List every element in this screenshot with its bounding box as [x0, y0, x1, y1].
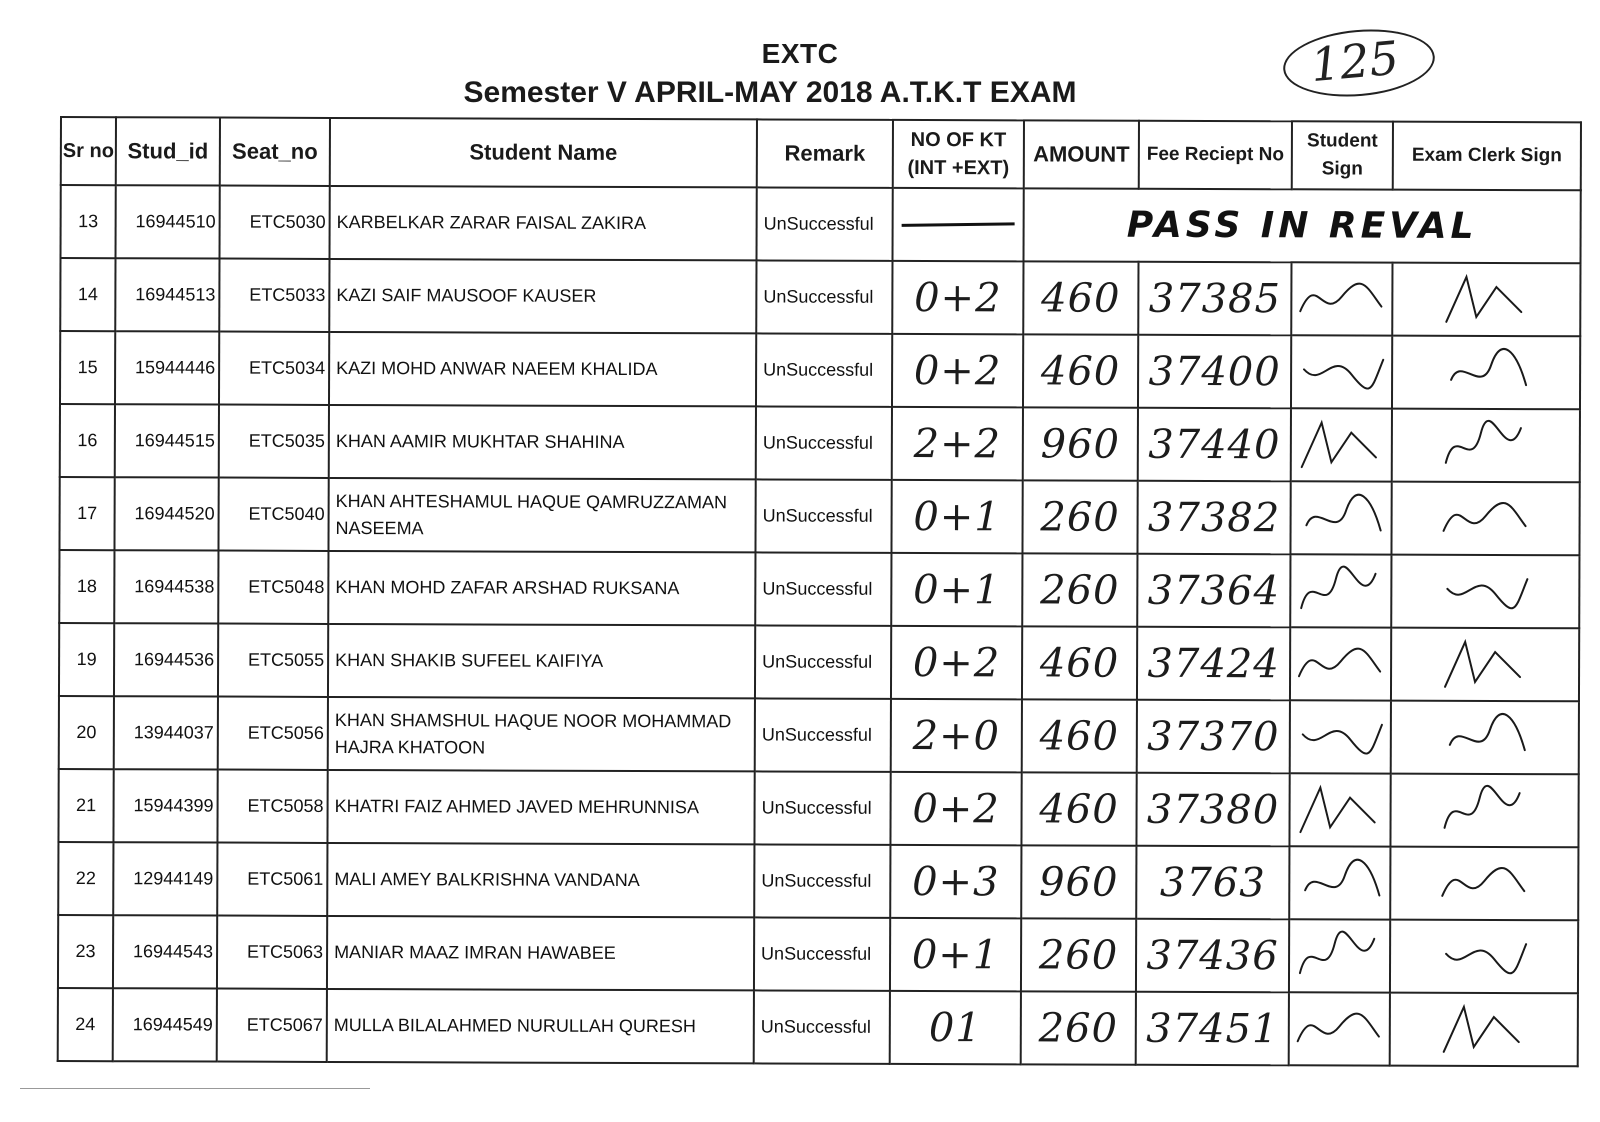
- atkt-fee-table: [57, 116, 1582, 1067]
- clerk-signature-image: [1393, 412, 1579, 479]
- stud-id-cell: 16944549: [113, 988, 217, 1061]
- table-row: [58, 842, 1578, 920]
- sr-cell: 16: [60, 404, 115, 477]
- clerk-signature-image: [1391, 850, 1577, 917]
- handwritten-amount: 960: [1039, 858, 1119, 906]
- col-header-student-name: Student Name: [330, 118, 757, 187]
- seat-no-cell: ETC5056: [218, 697, 328, 770]
- signature-stroke: [1451, 348, 1526, 384]
- kt-cell: [892, 188, 1023, 261]
- signature-stroke: [1302, 422, 1376, 467]
- sr-cell: 23: [58, 915, 113, 988]
- clerk-signature-image: [1391, 923, 1577, 990]
- fee-cell: [1137, 700, 1290, 774]
- remark-cell: UnSuccessful: [756, 333, 892, 406]
- student-signature-image: [1290, 923, 1389, 989]
- student-name-cell: KHAN MOHD ZAFAR ARSHAD RUKSANA: [328, 551, 755, 625]
- col-header-stud-id: Stud_id: [116, 117, 220, 185]
- col-header-sr: Sr no: [61, 117, 116, 185]
- table-row: [60, 258, 1580, 336]
- handwritten-kt: 0+1: [913, 566, 1001, 613]
- student-name-cell: MALI AMEY BALKRISHNA VANDANA: [327, 843, 754, 917]
- kt-cell: [891, 699, 1022, 772]
- amount-cell: [1021, 845, 1136, 918]
- seat-no-cell: ETC5030: [220, 186, 330, 259]
- stud-id-cell: 15944446: [115, 331, 219, 404]
- amount-cell: [1023, 261, 1138, 334]
- department-title: EXTC: [761, 38, 839, 69]
- seat-no-cell: ETC5033: [219, 259, 329, 332]
- clerk-signature-cell: [1390, 993, 1578, 1067]
- seat-no-cell: ETC5061: [217, 843, 327, 916]
- seat-no-cell: ETC5034: [219, 332, 329, 405]
- handwritten-fee: 37424: [1147, 640, 1280, 687]
- kt-cell: [891, 553, 1022, 626]
- col-header-amount: AMOUNT: [1024, 120, 1139, 188]
- signature-stroke: [1305, 859, 1379, 895]
- amount-cell: [1021, 918, 1136, 991]
- kt-cell: [890, 918, 1021, 991]
- table-row: [61, 185, 1581, 263]
- student-name-cell: KAZI MOHD ANWAR NAEEM KHALIDA: [329, 332, 756, 406]
- signature-stroke: [1301, 566, 1375, 608]
- sr-cell: 19: [59, 623, 114, 696]
- stud-id-cell: 16944515: [115, 404, 219, 477]
- sr-cell: 17: [59, 477, 114, 550]
- kt-cell: [890, 772, 1021, 845]
- clerk-signature-cell: [1391, 555, 1579, 629]
- fee-cell: [1137, 554, 1290, 628]
- student-name-cell: KHATRI FAIZ AHMED JAVED MEHRUNNISA: [327, 770, 754, 844]
- clerk-signature-cell: [1392, 336, 1580, 410]
- seat-no-cell: ETC5063: [217, 916, 327, 989]
- sr-cell: 20: [59, 696, 114, 769]
- student-signature-cell: [1290, 554, 1391, 627]
- handwritten-fee: 37451: [1146, 1005, 1279, 1052]
- amount-cell: [1021, 772, 1136, 845]
- student-name-cell: MULLA BILALAHMED NURULLAH QURESH: [327, 989, 754, 1063]
- clerk-signature-cell: [1391, 701, 1579, 775]
- student-signature-image: [1292, 339, 1391, 405]
- handwritten-kt: 0+2: [912, 785, 1000, 832]
- kt-cell: [890, 991, 1021, 1064]
- col-header-fee-receipt: Fee Reciept No: [1139, 121, 1292, 190]
- table-header-row: [61, 117, 1581, 190]
- student-signature-image: [1291, 558, 1390, 624]
- student-signature-cell: [1290, 700, 1391, 773]
- handwritten-fee: 37382: [1147, 494, 1281, 541]
- signature-stroke: [1300, 787, 1374, 832]
- handwritten-amount: 260: [1038, 1004, 1119, 1052]
- fee-cell: [1136, 919, 1289, 993]
- table-row: [59, 550, 1579, 628]
- remark-cell: UnSuccessful: [755, 479, 891, 552]
- col-header-student-sign: Student Sign: [1292, 121, 1393, 189]
- amount-cell: [1022, 626, 1137, 699]
- handwritten-amount: 460: [1039, 639, 1120, 687]
- clerk-signature-cell: [1391, 628, 1579, 702]
- handwritten-kt: 0+1: [913, 493, 1001, 540]
- handwritten-fee: 37370: [1147, 713, 1280, 760]
- exam-title: Semester V APRIL-MAY 2018 A.T.K.T EXAM: [463, 76, 1077, 109]
- fee-cell: [1136, 773, 1289, 847]
- signature-stroke: [1304, 359, 1383, 388]
- student-signature-cell: [1289, 919, 1390, 992]
- signature-stroke: [1446, 420, 1521, 462]
- sr-cell: 21: [58, 769, 113, 842]
- col-header-remark: Remark: [757, 119, 893, 187]
- handwritten-fee: 3763: [1159, 859, 1266, 906]
- handwritten-amount: 260: [1038, 931, 1119, 979]
- amount-cell: [1022, 553, 1137, 626]
- clerk-signature-image: [1391, 996, 1577, 1063]
- student-signature-cell: [1291, 262, 1392, 335]
- amount-cell: [1021, 991, 1136, 1064]
- signature-stroke: [1445, 641, 1520, 686]
- handwritten-kt: 2+2: [913, 420, 1002, 467]
- sr-cell: 22: [58, 842, 113, 915]
- table-row: [60, 404, 1580, 482]
- sr-cell: 18: [59, 550, 114, 623]
- fee-cell: [1138, 335, 1291, 409]
- student-signature-image: [1290, 850, 1389, 916]
- handwritten-fee: 37436: [1146, 932, 1279, 979]
- stud-id-cell: 16944536: [114, 623, 218, 696]
- clerk-signature-image: [1392, 558, 1578, 625]
- signature-stroke: [1450, 713, 1525, 749]
- clerk-signature-image: [1392, 485, 1578, 552]
- sr-cell: 24: [58, 988, 113, 1061]
- table-row: [58, 915, 1578, 993]
- handwritten-kt: 0+3: [912, 858, 1000, 905]
- reval-note-cell: [1023, 188, 1580, 263]
- handwritten-fee: 37380: [1146, 786, 1280, 833]
- handwritten-amount: 460: [1039, 785, 1119, 833]
- signature-stroke: [1442, 867, 1524, 895]
- kt-cell: [892, 334, 1023, 407]
- stud-id-cell: 16944510: [116, 185, 220, 258]
- handwritten-amount: 260: [1040, 493, 1120, 541]
- col-header-clerk-sign: Exam Clerk Sign: [1393, 122, 1581, 191]
- remark-cell: UnSuccessful: [756, 260, 892, 333]
- remark-cell: UnSuccessful: [757, 187, 893, 260]
- seat-no-cell: ETC5035: [219, 405, 329, 478]
- kt-cell: [891, 626, 1022, 699]
- handwritten-fee: 37440: [1148, 421, 1281, 468]
- remark-cell: UnSuccessful: [754, 990, 890, 1063]
- handwritten-reval-note: PASS IN REVAL: [1126, 204, 1478, 247]
- kt-cell: [892, 407, 1023, 480]
- remark-cell: UnSuccessful: [754, 844, 890, 917]
- handwritten-fee: 37385: [1148, 275, 1282, 322]
- table-row: [58, 769, 1578, 847]
- table-row: [58, 988, 1578, 1066]
- student-name-cell: MANIAR MAAZ IMRAN HAWABEE: [327, 916, 754, 990]
- student-signature-image: [1290, 777, 1389, 843]
- signature-stroke: [1298, 1013, 1379, 1041]
- sr-cell: 15: [60, 331, 115, 404]
- fee-cell: [1137, 627, 1290, 701]
- signature-stroke: [1300, 931, 1374, 973]
- handwritten-kt: 0+2: [912, 639, 1001, 686]
- signature-stroke: [1299, 648, 1380, 676]
- clerk-signature-cell: [1390, 847, 1578, 921]
- student-name-cell: KHAN AAMIR MUKHTAR SHAHINA: [329, 405, 756, 479]
- table-row: [59, 623, 1579, 701]
- remark-cell: UnSuccessful: [756, 406, 892, 479]
- clerk-signature-cell: [1392, 409, 1580, 483]
- seat-no-cell: ETC5040: [218, 478, 328, 551]
- handwritten-amount: 460: [1039, 712, 1120, 760]
- handwritten-fee: 37400: [1148, 348, 1281, 395]
- clerk-signature-image: [1393, 339, 1579, 406]
- table-row: [59, 696, 1579, 774]
- student-signature-image: [1290, 996, 1389, 1062]
- signature-stroke: [1306, 494, 1380, 530]
- table-row: [60, 331, 1580, 409]
- clerk-signature-cell: [1392, 263, 1580, 337]
- handwritten-kt: 0+2: [913, 347, 1002, 394]
- seat-no-cell: ETC5067: [217, 989, 327, 1062]
- kt-cell: [890, 845, 1021, 918]
- signature-stroke: [1300, 283, 1381, 311]
- remark-cell: UnSuccessful: [755, 552, 891, 625]
- signature-stroke: [1444, 1006, 1519, 1051]
- sr-cell: 14: [60, 258, 115, 331]
- student-name-cell: KHAN SHAKIB SUFEEL KAIFIYA: [328, 624, 755, 698]
- seat-no-cell: ETC5058: [217, 770, 327, 843]
- signature-stroke: [1446, 943, 1526, 972]
- student-signature-cell: [1289, 992, 1390, 1065]
- student-signature-cell: [1289, 846, 1390, 919]
- fee-cell: [1138, 262, 1291, 336]
- student-signature-cell: [1291, 408, 1392, 481]
- footer-rule: [20, 1088, 370, 1089]
- signature-stroke: [1303, 724, 1382, 753]
- stud-id-cell: 16944543: [113, 915, 217, 988]
- col-header-kt: NO OF KT (INT +EXT): [893, 120, 1024, 188]
- remark-cell: UnSuccessful: [754, 771, 890, 844]
- stud-id-cell: 13944037: [114, 696, 218, 769]
- table-row: [59, 477, 1579, 555]
- student-signature-image: [1291, 704, 1390, 770]
- student-signature-image: [1291, 485, 1390, 551]
- student-signature-image: [1292, 266, 1391, 332]
- clerk-signature-image: [1392, 631, 1578, 698]
- seat-no-cell: ETC5048: [218, 551, 328, 624]
- amount-cell: [1023, 334, 1138, 407]
- stud-id-cell: 12944149: [113, 842, 217, 915]
- remark-cell: UnSuccessful: [755, 625, 891, 698]
- handwritten-kt: 01: [928, 1004, 982, 1051]
- student-name-cell: KHAN SHAMSHUL HAQUE NOOR MOHAMMAD HAJRA KHATOON: [328, 697, 755, 771]
- sr-cell: 13: [61, 185, 116, 258]
- col-header-seat-no: Seat_no: [220, 118, 330, 186]
- stud-id-cell: 16944538: [114, 550, 218, 623]
- amount-cell: [1023, 407, 1138, 480]
- page-number: 125: [1308, 30, 1401, 93]
- fee-cell: [1138, 408, 1291, 482]
- student-signature-cell: [1290, 481, 1391, 554]
- clerk-signature-image: [1391, 777, 1577, 844]
- remark-cell: UnSuccessful: [755, 698, 891, 771]
- student-signature-image: [1292, 412, 1391, 478]
- signature-stroke: [1445, 785, 1520, 827]
- student-signature-cell: [1290, 627, 1391, 700]
- handwritten-fee: 37364: [1147, 567, 1281, 614]
- clerk-signature-image: [1392, 704, 1578, 771]
- kt-cell: [891, 480, 1022, 553]
- student-name-cell: KARBELKAR ZARAR FAISAL ZAKIRA: [330, 186, 757, 260]
- handwritten-amount: 460: [1041, 274, 1121, 322]
- kt-cell: [892, 261, 1023, 334]
- fee-cell: [1137, 481, 1290, 555]
- signature-stroke: [1444, 502, 1526, 530]
- student-name-cell: KHAN AHTESHAMUL HAQUE QAMRUZZAMAN NASEEMA: [328, 478, 755, 552]
- seat-no-cell: ETC5055: [218, 624, 328, 697]
- clerk-signature-image: [1393, 266, 1579, 333]
- stud-id-cell: 16944513: [115, 258, 219, 331]
- clerk-signature-cell: [1390, 920, 1578, 994]
- student-signature-cell: [1289, 773, 1390, 846]
- student-name-cell: KAZI SAIF MAUSOOF KAUSER: [329, 259, 756, 333]
- clerk-signature-cell: [1391, 482, 1579, 556]
- student-signature-cell: [1291, 335, 1392, 408]
- student-signature-image: [1291, 631, 1390, 697]
- stud-id-cell: 16944520: [114, 477, 218, 550]
- fee-cell: [1136, 992, 1289, 1066]
- handwritten-amount: 460: [1040, 347, 1121, 395]
- signature-stroke: [1446, 276, 1521, 321]
- handwritten-amount: 960: [1040, 420, 1121, 468]
- handwritten-amount: 260: [1040, 566, 1120, 614]
- handwritten-dash: [902, 222, 1015, 227]
- clerk-signature-cell: [1390, 774, 1578, 848]
- remark-cell: UnSuccessful: [754, 917, 890, 990]
- handwritten-kt: 0+2: [914, 274, 1002, 321]
- fee-cell: [1136, 846, 1289, 920]
- amount-cell: [1022, 480, 1137, 553]
- signature-stroke: [1447, 578, 1527, 607]
- handwritten-kt: 2+0: [912, 712, 1001, 759]
- amount-cell: [1022, 699, 1137, 772]
- handwritten-kt: 0+1: [911, 931, 1000, 978]
- stud-id-cell: 15944399: [113, 769, 217, 842]
